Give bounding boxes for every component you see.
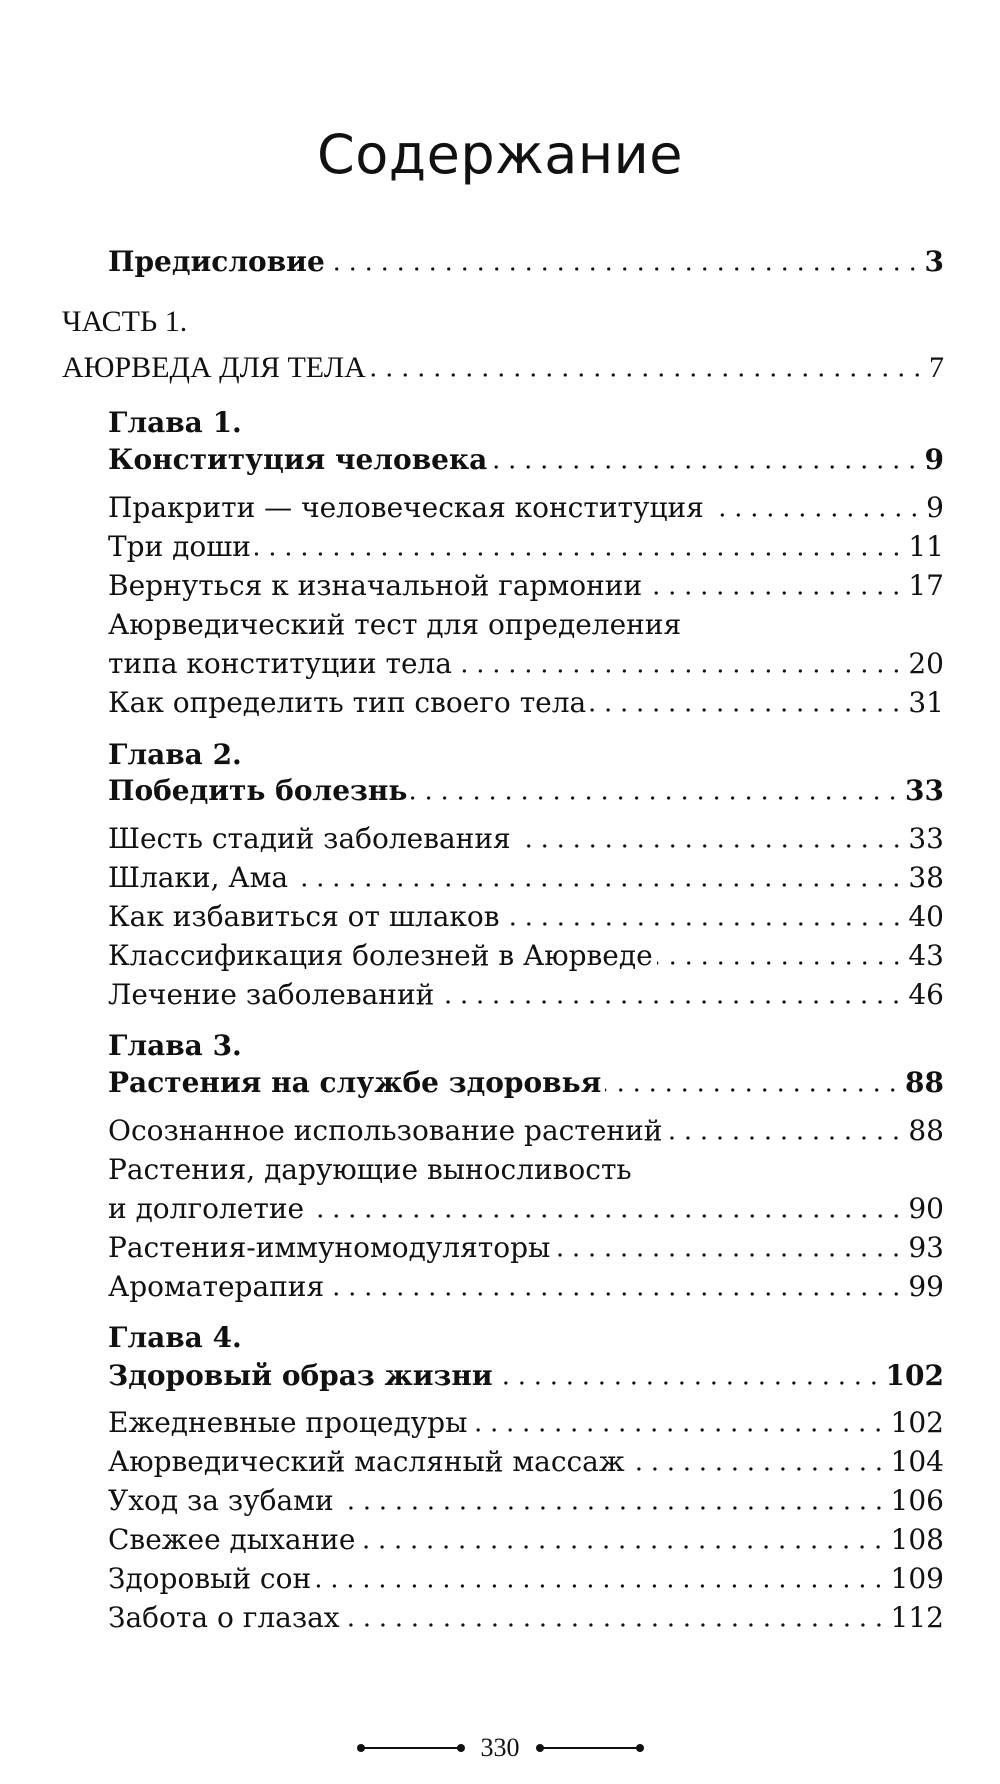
toc-entry-title: Шесть стадий заболевания — [108, 822, 511, 855]
toc-section — [108, 938, 944, 974]
toc-chapter-label — [108, 405, 944, 441]
toc-entry-title: Конституция человека — [108, 443, 488, 476]
toc-section — [108, 646, 944, 682]
dot-leader — [328, 1292, 904, 1296]
toc-section — [108, 1152, 944, 1188]
toc-entry-title: Шлаки, Ама — [108, 861, 289, 894]
toc-entry-title: Свежее дыхание — [108, 1523, 356, 1556]
toc-entry-title: Ежедневные процедуры — [108, 1406, 468, 1439]
toc-section — [108, 1561, 944, 1597]
toc-entry-title: Вернуться к изначальной гармонии — [108, 569, 643, 602]
dot-leader — [338, 1506, 887, 1510]
toc-section — [108, 1483, 944, 1519]
dot-leader — [329, 267, 921, 271]
dot-leader — [456, 669, 904, 673]
toc-entry-page: 9 — [924, 443, 944, 476]
toc-entry-title: Аюрведический тест для определения — [108, 608, 682, 641]
toc-entry-title: Растения, дарующие выносливость — [108, 1153, 632, 1186]
toc-section — [108, 899, 944, 935]
toc-entry-title: и долголетие — [108, 1192, 305, 1225]
toc-entry-page: 102 — [885, 1359, 944, 1392]
toc-entry-page: 31 — [908, 686, 944, 719]
dot-leader — [497, 1381, 882, 1385]
dot-leader — [605, 1088, 901, 1092]
toc-entry-title: Пракрити — человеческая конституция — [108, 491, 704, 524]
toc-entry-title: Как определить тип своего тела — [108, 686, 587, 719]
toc-section — [108, 977, 944, 1013]
dot-leader — [359, 1545, 886, 1549]
dot-leader — [344, 1623, 887, 1627]
toc-chapter-title — [108, 442, 944, 478]
toc-entry-title: Классификация болезней в Аюрведе — [108, 939, 653, 972]
toc-section — [108, 607, 944, 643]
dot-leader — [471, 1428, 886, 1432]
toc-section — [108, 1269, 944, 1305]
toc-part-title — [62, 350, 944, 386]
dot-leader — [504, 922, 905, 926]
toc-entry-title: Глава 4. — [108, 1321, 242, 1354]
toc-section — [108, 821, 944, 857]
toc-section — [108, 685, 944, 721]
toc-entry-page: 11 — [908, 530, 944, 563]
dot-leader — [438, 1000, 904, 1004]
dot-leader — [666, 1136, 904, 1140]
toc-entry-title: Как избавиться от шлаков — [108, 900, 500, 933]
toc-section — [108, 529, 944, 565]
toc-entry-page: 33 — [905, 774, 944, 807]
toc-entry-title: Осознанное использование растений — [108, 1114, 663, 1147]
toc-entry-title: Уход за зубами — [108, 1484, 334, 1517]
toc-chapter-label — [108, 1028, 944, 1064]
toc-entry-title: Три доши — [108, 530, 251, 563]
toc-entry-title: Глава 3. — [108, 1029, 242, 1062]
toc-chapter-title — [108, 1065, 944, 1101]
toc-entry-page: 43 — [908, 939, 944, 972]
toc-entry-title: Здоровый образ жизни — [108, 1359, 493, 1392]
toc-entry-title: Победить болезнь — [108, 774, 408, 807]
footer-ornament-left — [361, 1747, 461, 1749]
toc-section — [108, 1600, 944, 1636]
page-footer — [0, 1728, 1000, 1768]
toc-entry-title: Растения-иммуномодуляторы — [108, 1231, 551, 1264]
toc-entry-page: 108 — [890, 1523, 944, 1556]
toc-entry-title: Глава 2. — [108, 738, 242, 771]
toc-entry-page: 33 — [908, 822, 944, 855]
toc-entry-title: АЮРВЕДА ДЛЯ ТЕЛА — [62, 351, 366, 384]
toc-entry-title: Здоровый сон — [108, 1562, 312, 1595]
dot-leader — [657, 961, 905, 965]
toc-entry-page: 88 — [905, 1066, 944, 1099]
toc-entry-page: 102 — [890, 1406, 944, 1439]
toc-section — [108, 1522, 944, 1558]
toc-section — [108, 490, 944, 526]
toc-entry-page: 3 — [924, 245, 944, 278]
toc-chapter-label — [108, 737, 944, 773]
toc-entry-page: 40 — [908, 900, 944, 933]
toc-section — [108, 1191, 944, 1227]
toc-chapter-label — [108, 1320, 944, 1356]
dot-leader — [590, 708, 904, 712]
dot-leader — [646, 591, 904, 595]
page-title: Содержание — [317, 123, 683, 186]
dot-leader — [491, 465, 920, 469]
toc-entry-page: 93 — [908, 1231, 944, 1264]
toc-entry-title: типа конституции тела — [108, 647, 452, 680]
dot-leader — [292, 883, 904, 887]
toc-entry-page: 7 — [929, 351, 944, 384]
dot-leader — [370, 373, 925, 377]
toc-entry-page: 17 — [908, 569, 944, 602]
toc-entry-page: 104 — [890, 1445, 944, 1478]
toc-entry-page: 9 — [926, 491, 944, 524]
toc-section — [108, 1113, 944, 1149]
toc-entry-title: Глава 1. — [108, 406, 242, 439]
page-number: 330 — [480, 1733, 520, 1762]
toc-entry-title: Забота о глазах — [108, 1601, 340, 1634]
toc-entry-page: 109 — [890, 1562, 944, 1595]
toc-entry-title: ЧАСТЬ 1. — [62, 305, 188, 338]
toc-chapter-title — [108, 1358, 944, 1394]
dot-leader — [411, 796, 901, 800]
toc-entry-title: Аюрведический масляный массаж — [108, 1445, 625, 1478]
dot-leader — [708, 513, 922, 517]
toc-chapter-title — [108, 773, 944, 809]
toc-entry-page: 38 — [908, 861, 944, 894]
dot-leader — [515, 844, 905, 848]
dot-leader — [629, 1467, 887, 1471]
dot-leader — [554, 1253, 904, 1257]
dot-leader — [255, 552, 904, 556]
toc-section — [108, 1230, 944, 1266]
toc-entry-page: 46 — [908, 978, 944, 1011]
toc-entry-preface — [108, 244, 944, 280]
toc-section — [108, 1405, 944, 1441]
toc-entry-page: 99 — [908, 1270, 944, 1303]
toc-section — [108, 568, 944, 604]
toc-entry-title: Лечение заболеваний — [108, 978, 435, 1011]
toc-entry-page: 88 — [908, 1114, 944, 1147]
toc-entry-page: 106 — [890, 1484, 944, 1517]
toc-entry-page: 20 — [908, 647, 944, 680]
toc-section — [108, 1444, 944, 1480]
toc-entry-page: 112 — [890, 1601, 944, 1634]
footer-ornament-right — [540, 1747, 640, 1749]
dot-leader — [308, 1214, 904, 1218]
toc-section — [108, 860, 944, 896]
toc-entry-title: Растения на службе здоровья — [108, 1066, 602, 1099]
toc-entry-title: Ароматерапия — [108, 1270, 325, 1303]
toc-part-label — [62, 304, 944, 340]
toc-entry-page: 90 — [908, 1192, 944, 1225]
dot-leader — [315, 1584, 886, 1588]
toc-entry-title: Предисловие — [108, 245, 325, 278]
